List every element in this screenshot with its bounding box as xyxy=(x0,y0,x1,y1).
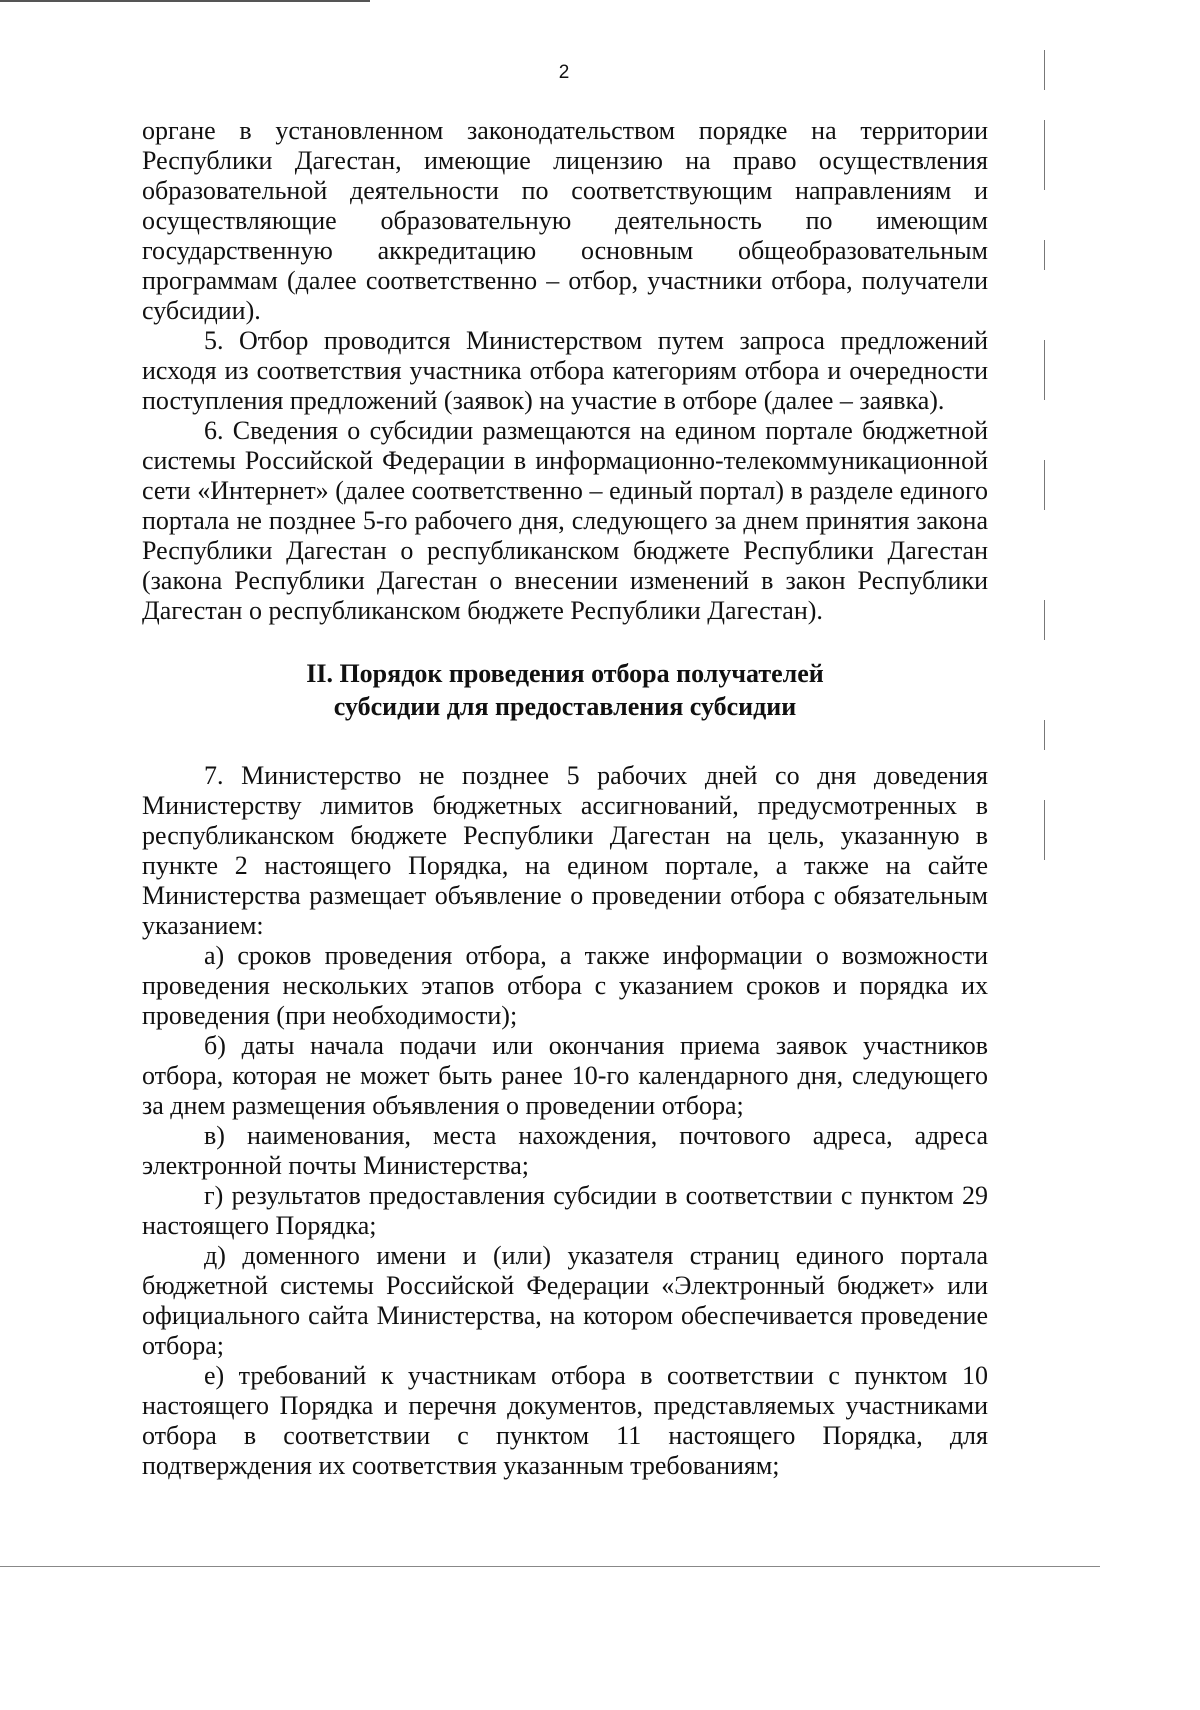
list-item-v: в) наименования, места нахождения, почтового адреса, адреса электронной почты Министерства; xyxy=(142,1121,988,1180)
section-heading xyxy=(142,657,988,723)
list-item-d: д) доменного имени и (или) указателя страниц единого портала бюджетной системы Российской Федерации «Электронный бюджет» или официального сайта Министерства, на котором обеспечивается проведение отбора; xyxy=(142,1241,988,1360)
list-item-a: а) сроков проведения отбора, а также информации о возможности проведения нескольких этапов отбора с указанием сроков и порядка их проведения (при необходимости); xyxy=(142,941,988,1030)
section-heading-line-1: II. Порядок проведения отбора получателей xyxy=(306,659,824,688)
list-item-e: е) требований к участникам отбора в соответствии с пунктом 10 настоящего Порядка и перечня документов, представляемых участниками отбора в соответствии с пунктом 11 настоящего Порядка, для подтверждения их соответствия указанным требованиям; xyxy=(142,1361,988,1480)
section-heading-line-2: субсидии для предоставления субсидии xyxy=(333,692,797,721)
document-body xyxy=(142,116,988,1481)
page-number: 2 xyxy=(558,62,570,83)
paragraph-item-5: 5. Отбор проводится Министерством путем запроса предложений исходя из соответствия участника отбора категориям отбора и очередности поступления предложений (заявок) на участие в отборе (далее – заявка). xyxy=(142,326,988,415)
list-item-g: г) результатов предоставления субсидии в соответствии с пунктом 29 настоящего Порядка; xyxy=(142,1181,988,1240)
list-item-b: б) даты начала подачи или окончания приема заявок участников отбора, которая не может быть ранее 10-го календарного дня, следующего за днем размещения объявления о проведении отбора; xyxy=(142,1031,988,1120)
paragraph-item-7: 7. Министерство не позднее 5 рабочих дней со дня доведения Министерству лимитов бюджетных ассигнований, предусмотренных в республиканском бюджете Республики Дагестан на цель, указанную в пункте 2 настоящего Порядка, на едином портале, а также на сайте Министерства размещает объявление о проведении отбора с обязательным указанием: xyxy=(142,761,988,940)
scan-top-edge-line xyxy=(0,0,370,2)
paragraph-continuation: органе в установленном законодательством порядке на территории Республики Дагестан, имеющие лицензию на право осуществления образовательной деятельности по соответствующим направлениям и осуществляющие образовательную деятельность по имеющим государственную аккредитацию основным общеобразовательным программам (далее соответственно – отбор, участники отбора, получатели субсидии). xyxy=(142,116,988,325)
scan-bottom-edge-line xyxy=(0,1566,1100,1567)
scan-margin-marks xyxy=(1044,40,1047,940)
paragraph-item-6: 6. Сведения о субсидии размещаются на едином портале бюджетной системы Российской Федерации в информационно-телекоммуникационной сети «Интернет» (далее соответственно – единый портал) в разделе единого портала не позднее 5-го рабочего дня, следующего за днем принятия закона Республики Дагестан о республиканском бюджете Республики Дагестан (закона Республики Дагестан о внесении изменений в закон Республики Дагестан о республиканском бюджете Республики Дагестан). xyxy=(142,416,988,625)
